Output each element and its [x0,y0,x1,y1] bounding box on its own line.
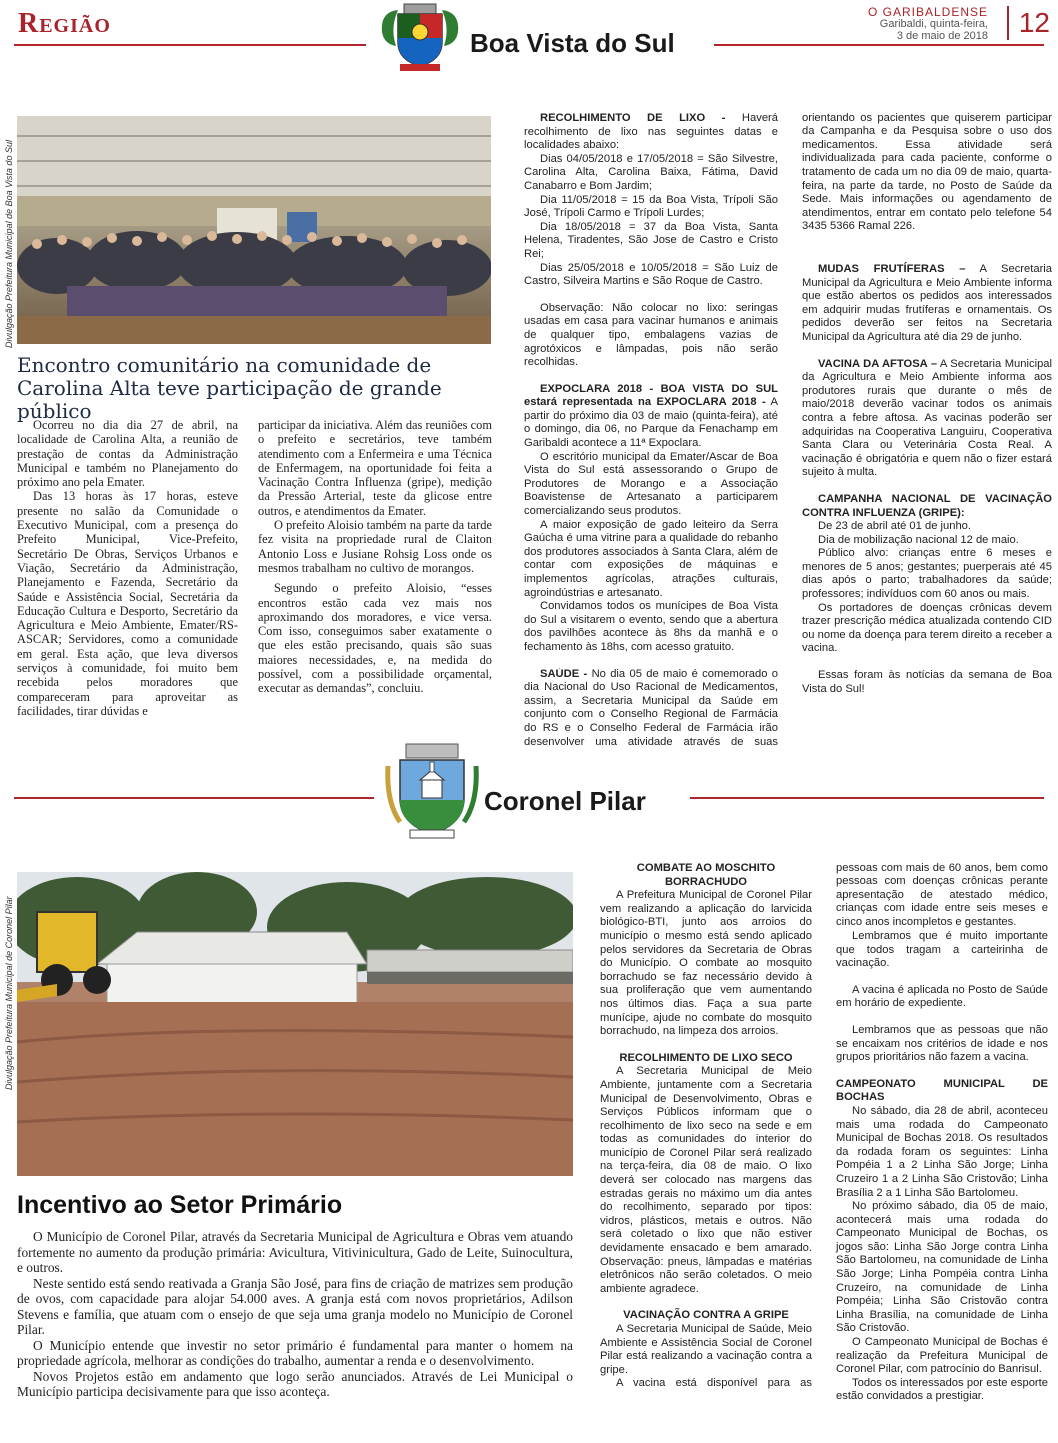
paragraph: Ocorreu no dia dia 27 de abril, na localidade de Carolina Alta, a reunião de prestação de contas da Administração Municipal e também no Planejamento do próximo ano pela Emater. [17,418,238,490]
page-number: 12 [1007,6,1050,40]
notices-cp-colB [836,862,1048,1404]
notice-text: Lembramos que as pessoas que não se encaixam nos critérios de idade e nos grupos prioritários não fazem a vacina. [836,1023,1048,1064]
gripe-continuation [836,862,1048,930]
list-item: Os portadores de doenças crônicas devem trazer prescrição médica atualizada contendo CID ou nome da doença para terem direito a receber a vacina. [802,601,1052,655]
notice-title-mosquito: COMBATE AO MOSCHITO BORRACHUDO [636,862,776,888]
paragraph: O Município entende que investir no setor primário é fundamental para manter o homem na propriedade agrícola, melhorar as condições do trabalho, aumentar a renda e o desenvolvimento. [17,1337,573,1368]
article-bvs-col1 [17,418,238,718]
notice-title-gripe: VACINAÇÃO CONTRA A GRIPE [623,1309,789,1322]
notice-text: A vacina é aplicada no Posto de Saúde em horário de expediente. [836,983,1048,1010]
notice-text: orientando os pacientes que quiserem participar da Campanha e da Pesquisa sobre o uso dos medicamentos. Essa atividade será individualizada para cada paciente, conforme o tratamento de cada um no dia 09 de maio, quarta-feira, na parte da tarde, no Posto de Saúde da Sede. Mais informações ou agendamento de atendimentos, entrar em contato pelo telefone 54 3435 5366 Ramal 226. [802,112,1052,233]
article-title-cp: Incentivo ao Setor Primário [17,1191,343,1219]
city-name-boa-vista: Boa Vista do Sul [470,28,675,58]
notice-text: A Secretaria Municipal de Meio Ambiente, juntamente com a Secretaria Municipal de Desenvolvimento, Obras e Serviços Públicos informam que o recolhimento de lixo seco na sede e em todas as comunidades do interior do município de Coronel Pilar será realizado na terça-feira, dia 08 de maio. O lixo deverá ser colocado nas margens das estradas gerais no máximo um dia antes do recolhimento, separado por tipos: vidros, plásticos, metais e outros. Não será coletado o lixo que não estiver devidamente ensacado e bem amarado. Observação: pneus, lâmpadas e matérias eletrônicos não serão coletados. O meio ambiente agradece. [600,1065,812,1295]
notice-title-expoclara: EXPOCLARA 2018 - BOA VISTA DO SUL estará representada na EXPOCLARA 2018 - [524,382,778,409]
paragraph: Segundo o prefeito Aloisio, “esses encontros estão cada vez mais nos aproximando dos moradores, e vice versa. Com isso, conseguimos saber exatamente o que eles estão precisando, quais são suas maiores necessidades, e, na medida do possível, com a possibilidade orçamental, executar as demandas”, concluiu. [258,581,492,696]
notice-text: Observação: Não colocar no lixo: seringas usadas em casa para vacinar humanos e animais de qualquer tipo, embalagens vazias de agrotóxicos e lâmpadas, pois não serão recolhidas. [524,301,778,369]
boa-vista-crest-icon [376,2,464,74]
list-item: Público alvo: crianças entre 6 meses e menores de 5 anos; gestantes; puerperais até 45 dias após o parto; trabalhadores da saúde; professores; indivíduos com 60 anos ou mais. [802,547,1052,601]
notice-text: No próximo sábado, dia 05 de maio, acontecerá mais uma rodada do Campeonato Municipal de Bochas, os jogos são: Linha São Jorge contra Linha São Bartolomeu, na comunidade de Linha São Jorge; Linha Pompéia contra Linha Cruzeiro, na comunidade de Linha Pompéia; Linha São Cristovão contra Linha Brasília, na comunidade de Linha São Cristovão. [836,1200,1048,1335]
section-rule-right [690,797,1044,799]
list-item: Dias 25/05/2018 e 10/05/2018 = São Luiz de Castro, Silveira Martins e São Roque de Castro. [524,261,778,288]
notice-text: A Secretaria Municipal da Agricultura e Meio Ambiente informa aos produtores rurais que durante o mês de maio/2018 deverão vacinar todos os animais contra a febre aftosa. As vacinas poderão ser adquiridas na Cooperativa Languiru, Cooperativa Santa Clara ou Veterinária Costa Real. A vacinação é obrigatória e quem não o fizer estará sujeito à multa. [802,357,1052,479]
paragraph: O Município de Coronel Pilar, através da Secretaria Municipal de Agricultura e Obras vem atuando fortemente no aumento da produção primária: Avicultura, Vitivinicultura, Gado de Leite, Suinocultura, e outros. [17,1229,573,1275]
notice-title-aftosa: VACINA DA AFTOSA – [818,357,938,370]
list-item: Dia de mobilização nacional 12 de maio. [818,533,1019,546]
saude-continuation [802,112,1052,250]
paper-name: O GARIBALDENSE [867,5,988,19]
dateline-date: 3 de maio de 2018 [896,30,988,42]
section-rule-left [14,797,374,799]
paragraph: Neste sentido está sendo reativada a Granja São José, para fins de criação de matrizes sem produção de ovos, com capacidade para alojar 54.000 aves. A granja está com novos proprietários, Adilson Stevens e família, que atuam com o ensejo de que seja uma granja modelo no Município de Coronel Pilar. [17,1275,573,1337]
notice-text: Convidamos todos os munícipes de Boa Vista do Sul a visitarem o evento, sendo que a abertura dos pavilhões acontece às 8hs da manhã e o fechamento às 18hs, com acesso gratuito. [524,600,778,653]
masthead [868,6,988,42]
notice-title-mudas: MUDAS FRUTÍFERAS – [818,263,966,275]
notice-text: A maior exposição de gado leiteiro da Serra Gaúcha é uma vitrine para a qualidade do rebanho dos produtores associados à Santa Clara, além de contar com exposições de máquinas e implementos agrícolas, atrações culturais, agroindústrias e artesanato. [524,518,778,599]
notice-text: Haverá recolhimento de lixo nas seguintes datas e localidades abaixo: [524,112,778,152]
list-item: De 23 de abril até 01 de junho. [818,520,972,533]
notice-text: A vacina está disponível para as [616,1377,812,1390]
dateline-day: Garibaldi, quinta-feira, [879,18,988,30]
list-item: Dias 04/05/2018 e 17/05/2018 = São Silvestre, Carolina Alta, Carolina Baixa, Fátima, David Canabarro e Bom Jardim; [524,152,778,192]
article-headline-bvs: Encontro comunitário na comunidade de Carolina Alta teve participação de grande público [17,353,442,423]
notice-text: pessoas com mais de 60 anos, bem como pessoas com doenças crônicas perante apresentação de atestado médico, crianças com idade entre seis meses e cinco anos incompletos e gestantes. [836,862,1048,928]
closing-text: Essas foram às notícias da semana de Boa Vista do Sul! [802,669,1052,695]
notice-text: A Prefeitura Municipal de Coronel Pilar vem realizando a aplicação do larvicida biológico-BTI, junto aos arroios do município o mesmo está sendo aplicado pelos servidores da Secretaria de Obras do Município. O combate ao mosquito borrachudo se faz necessário devido à sua proliferação que vem aumentando nos últimos dias. Faça a sua parte munícipe, ajude no combate do mosquito borrachudo, na limpeza dos arroios. [600,889,812,1038]
header-rule-left [14,44,366,46]
photo-credit-bvs: Divulgação Prefeitura Municipal de Boa Vista do Sul [4,140,14,348]
city-name-coronel-pilar: Coronel Pilar [484,786,646,816]
paragraph: Novos Projetos estão em andamento que logo serão anunciados. Através de Lei Municipal o Município participa decisivamente para que isso aconteça. [17,1368,573,1399]
notice-text: A partir do próximo dia 03 de maio (quinta-feira), até o domingo, dia 06, no Parque da Fenachamp em Garibaldi acontece a 11ª Expoclara. [524,396,778,450]
notice-text: Todos os interessados por este esporte estão convidados a prestigiar. [836,1376,1048,1403]
paragraph: O prefeito Aloisio também na parte da tarde fez visita na propriedade rural de Claiton Antonio Loss e Jusiane Rohsig Loss onde os mesmos trabalham no cultivo de morangos. [258,518,492,575]
farm-construction-photo [17,872,573,1176]
notice-text: Lembramos que é muito importante que todos tragam a carteirinha de vacinação. [836,930,1048,970]
list-item: Dia 11/05/2018 = 15 da Boa Vista, Trípoli São José, Trípoli Carmo e Trípoli Lurdes; [524,193,778,220]
notice-text: O escritório municipal da Emater/Ascar de Boa Vista do Sul está assessorando o Grupo de Produtores de Morango e a Associação Boavistense de Artesanato a participarem comercializando seus produtos. [524,450,778,518]
notice-title-bochas: CAMPEONATO MUNICIPAL DE BOCHAS [836,1077,1048,1104]
notice-text: O Campeonato Municipal de Bochas é realização da Prefeitura Municipal de Coronel Pilar, com patrocínio do Banrisul. [836,1336,1048,1376]
header-rule-right [714,44,1044,46]
section-title: Região [18,8,111,39]
notice-text: No sábado, dia 28 de abril, aconteceu mais uma rodada do Campeonato Municipal de Bochas 2018. Os resultados da rodada foram os seguintes: Linha Pompéia 1 a 2 Linha São Jorge; Linha Cruzeiro 1 a 2 Linha São Cristovão; Linha Brasília 2 a 1 Linha São Bartolomeu. [836,1104,1048,1199]
notice-text: A Secretaria Municipal da Agricultura e Meio Ambiente informa que estão abertos os pedidos aos interessados em adquirir mudas frutíferas e ornamentais. Os pedidos deverão ser feitos na Secretaria Municipal da Agricultura até dia 29 de junho. [802,263,1052,343]
notice-title-lixo-seco: RECOLHIMENTO DE LIXO SECO [619,1051,793,1064]
photo-credit-cp: Divulgação Prefeitura Municipal de Coronel Pilar [4,896,14,1090]
coronel-pilar-crest-icon [384,742,480,842]
paragraph: participar da iniciativa. Além das reuniões com o prefeito e secretários, teve também atendimento com a Enfermeira e uma Técnica de Enfermagem, na oportunidade foi feita a Vacinação Contra Influenza (gripe), medição da Pressão Arterial, teste da glicose entre outros, e atendimentos da Emater. [258,418,492,518]
list-item: Dia 18/05/2018 = 37 da Boa Vista, Santa Helena, Tiradentes, São Jose de Castro e Cristo Rei; [524,220,778,260]
article-cp-body [17,1229,573,1400]
notices-bvs-col4 [802,112,1052,696]
notice-title-campanha: CAMPANHA NACIONAL DE VACINAÇÃO CONTRA INFLUENZA (GRIPE): [802,492,1052,519]
notices-bvs-col3 [524,112,778,750]
paragraph: Das 13 horas às 17 horas, esteve presente no salão da Comunidade o Executivo Municipal, com a presença do Prefeito Municipal, Vice-Prefeito, Secretário De Obras, Serviços Urbanos e Viação, Secretário da Administração, Planejamento e Fazenda, Secretário da Saúde e Assistência Social, Secretária da Educação Cultura e Desporto, Secretário da Agricultura e Meio Ambiente, Emater/RS-ASCAR; Servidores, como a comunidade em geral. Esta ação, que leva diversos serviços à comunidade, foi muito bem recebida pelos moradores que compareceram para aproveitar as facilidades, tirar dúvidas e [17,489,238,718]
notice-title-lixo: RECOLHIMENTO DE LIXO - [540,112,726,124]
notices-cp-colA [600,862,812,1391]
notice-text: No dia 05 de maio é comemorado o dia Nacional do Uso Racional de Medicamentos, assim, a Secretaria Municipal da Saúde em conjunto com o Conselho Regional de Farmácia do RS e o Conselho Federal de Farmácia irão desenvolver uma atividade através de suas [524,667,778,748]
community-meeting-photo [17,116,491,344]
article-bvs-col2 [258,418,492,696]
notice-title-saude: SAÚDE - [540,667,588,680]
notice-text: A Secretaria Municipal de Saúde, Meio Ambiente e Assistência Social de Coronel Pilar está realizando a vacinação contra a gripe. [600,1323,812,1376]
